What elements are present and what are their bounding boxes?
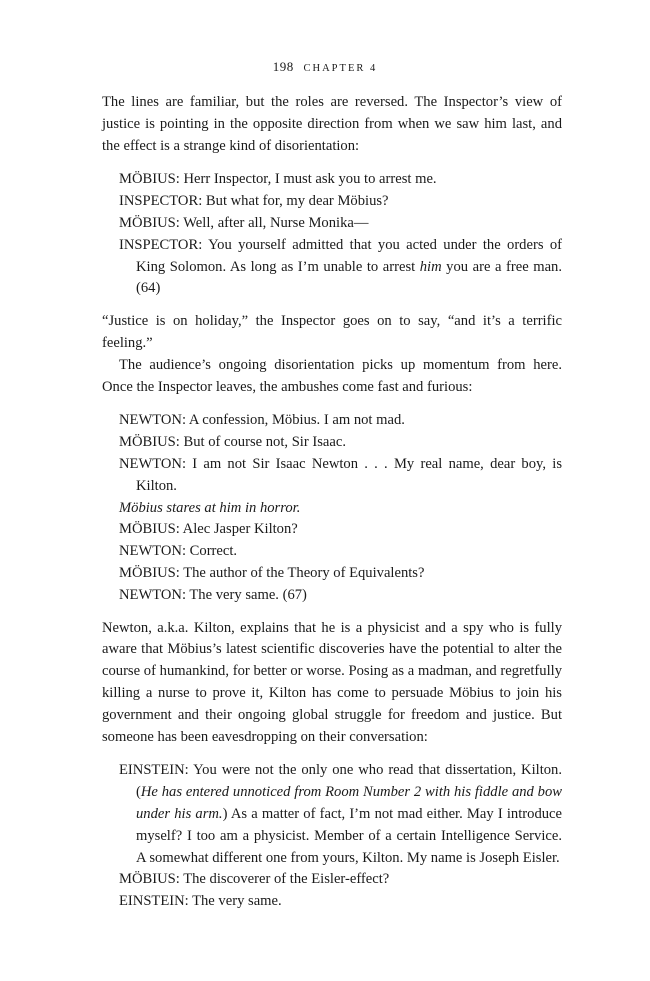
dialogue-block-3 — [119, 760, 562, 913]
dialogue-line: MÖBIUS: Alec Jasper Kilton? — [119, 521, 298, 538]
dialogue-line: MÖBIUS: Well, after all, Nurse Monika— — [119, 214, 369, 231]
running-head — [0, 59, 650, 75]
dialogue-line: MÖBIUS: The discoverer of the Eisler-effect? — [119, 871, 390, 888]
dialogue-text: ) As a matter of fact, I’m not mad either. May I introduce myself? I too am a physicist. Member of a certain Intelligence Service. A somewhat different one from yours, Kilton. My name is Joseph Eisler. — [136, 805, 562, 866]
paragraph-3: The audience’s ongoing disorientation picks up momentum from here. Once the Inspector leaves, the ambushes come fast and furious: — [102, 356, 562, 395]
stage-direction: Möbius stares at him in horror. — [119, 499, 301, 516]
dialogue-block-1 — [119, 169, 562, 300]
dialogue-line: NEWTON: The very same. (67) — [119, 586, 307, 603]
page-number: 198 — [272, 59, 294, 74]
dialogue-text: INSPECTOR: You yourself admitted that you acted under the orders of King Solomon. As long as I’m unable to arrest — [119, 236, 562, 275]
page-body — [102, 92, 562, 924]
stage-direction-inline: He has entered unnoticed from Room Number 2 with his fiddle and bow under his arm. — [136, 784, 562, 822]
dialogue-line: INSPECTOR: But what for, my dear Möbius? — [119, 193, 389, 210]
dialogue-line: MÖBIUS: The author of the Theory of Equivalents? — [119, 564, 425, 581]
paragraph-4: Newton, a.k.a. Kilton, explains that he is a physicist and a spy who is fully aware that Möbius’s latest scientific discoveries have the potential to alter the course of humankind, for better or worse. Posing as a madman, and regretfully killing a nurse to prove it, Kilton has come to persuade Möbius to join his government and their ongoing global struggle for freedom and justice. But someone has been eavesdropping on their conversation: — [102, 619, 562, 745]
dialogue-text: you are a free man. (64) — [136, 258, 562, 297]
dialogue-line: NEWTON: I am not Sir Isaac Newton . . . My real name, dear boy, is Kilton. — [119, 455, 562, 494]
dialogue-line: NEWTON: A confession, Möbius. I am not mad. — [119, 412, 405, 429]
dialogue-line: MÖBIUS: Herr Inspector, I must ask you to arrest me. — [119, 171, 437, 188]
dialogue-line — [119, 760, 562, 869]
dialogue-line — [119, 235, 562, 300]
paragraph-2: “Justice is on holiday,” the Inspector goes on to say, “and it’s a terrific feeling.” — [102, 313, 562, 351]
paragraph-1: The lines are familiar, but the roles are reversed. The Inspector’s view of justice is pointing in the opposite direction from when we saw him last, and the effect is a strange kind of disorientation: — [102, 94, 562, 154]
chapter-label: CHAPTER 4 — [303, 63, 378, 74]
dialogue-line: EINSTEIN: The very same. — [119, 893, 282, 910]
dialogue-emphasis: him — [419, 258, 442, 275]
dialogue-line: NEWTON: Correct. — [119, 543, 238, 560]
dialogue-line: MÖBIUS: But of course not, Sir Isaac. — [119, 434, 346, 451]
dialogue-text: EINSTEIN: You were not the only one who read that dissertation, Kilton. ( — [119, 762, 562, 801]
dialogue-block-2 — [119, 410, 562, 606]
